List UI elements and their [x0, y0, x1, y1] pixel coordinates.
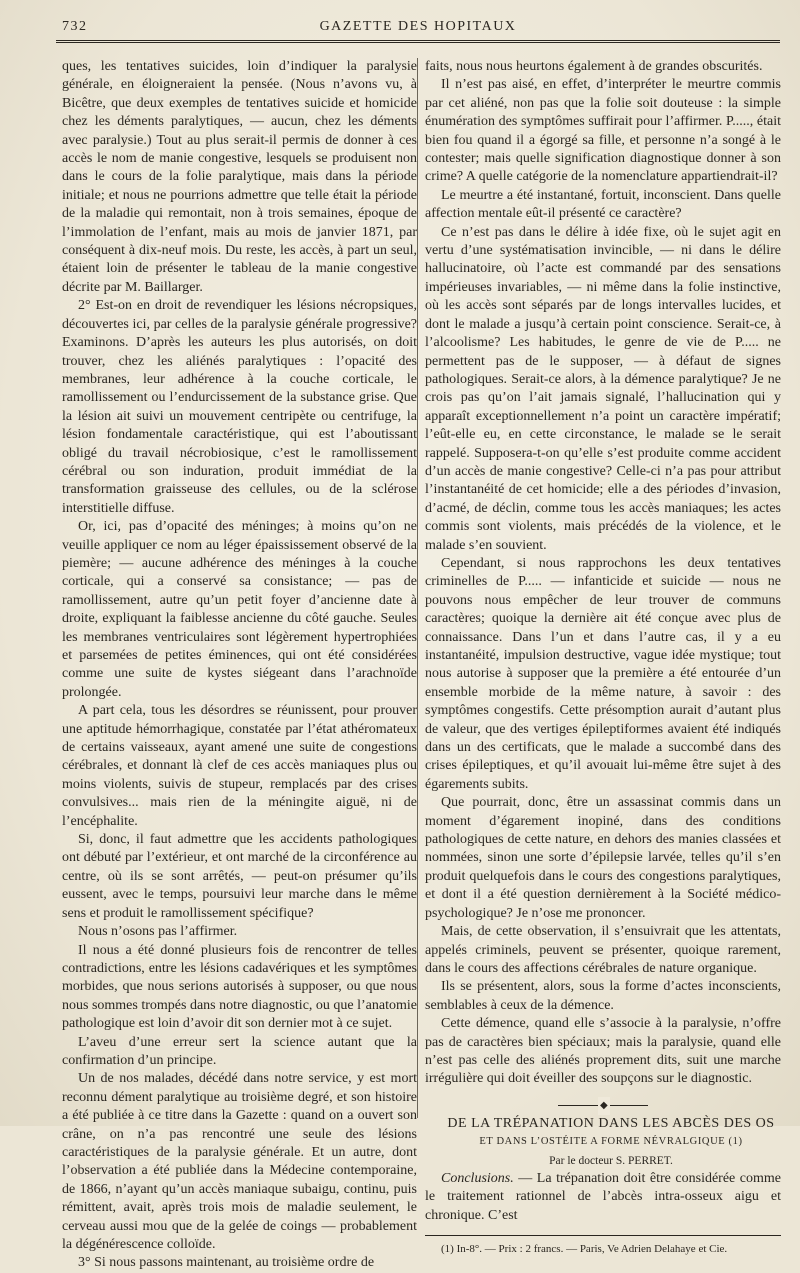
paragraph: Le meurtre a été instantané, fortuit, inconscient. Dans quelle affection mentale eût-il présenté ce caractère? — [425, 187, 781, 222]
paragraph: 2° Est-on en droit de revendiquer les lésions nécropsiques, découvertes ici, par celles de la paralysie générale progressive? Examinons. D’après les auteurs les plus autorisés, on doit trouver, chez les aliénés paralytiques : l’opacité des membranes, leur adhérence à la couche corticale, le ramollissement ou l’endurcissement de la substance grise. Que la lésion ait suivi un mouvement centripète ou centrifuge, la lésion fondamentale caractéristique, qui est l’aboutissant obligé du travail nécrobiosique, c’est le ramollissement cérébral ou son induration, produit immédiat de la transformation graisseuse des cellules, ou de la sclérose interstitielle diffuse. — [62, 298, 417, 516]
paragraph: faits, nous nous heurtons également à de grandes obscurités. — [425, 59, 763, 74]
conclusions-paragraph — [425, 1170, 781, 1225]
paragraph: Cependant, si nous rapprochons les deux tentatives criminelles de P..... — infanticide et suicide — nous ne pouvons nous empêcher de leur trouver de communs caractères; quoique la dernière ait été conçue avec plus de connaissance. Dans l’un et dans l’autre cas, il y a eu instantanéité, impulsion destructive, vague idée mystique; tout nous autorise à supposer que la première a été entourée d’un ensemble morbide de la même nature, à savoir : des symptômes congestifs. Cette présomption aurait d’autant plus de valeur, que des vertiges épileptiformes avaient été indiqués dans un des certificats, que le malade a succombé dans des crises épileptiques, et qu’il avouait lui-même être sujet à des égarements subits. — [425, 555, 781, 792]
header-rule — [56, 40, 780, 46]
column-divider — [417, 58, 418, 1118]
section-subtitle: ET DANS L’OSTÉITE A FORME NÉVRALGIQUE (1) — [479, 1136, 743, 1148]
paragraph: Cette démence, quand elle s’associe à la paralysie, n’offre pas de caractères bien spéciaux; mais la paralysie, quand elle n’est pas celle des aliénés proprement dits, suit une marche irrégulière qui doit éveiller des soupçons sur le diagnostic. — [425, 1016, 781, 1087]
paragraph: Mais, de cette observation, il s’ensuivrait que les attentats, appelés criminels, peuvent se présenter, quoique rarement, dans le cours des affections cérébrales de nature organique. — [425, 924, 781, 976]
page-header — [56, 14, 780, 40]
conclusions-text: — La trépanation doit être considérée comme le traitement rationnel de l’abcès intra-osseux aigu et chronique. C’est — [425, 1170, 781, 1223]
paragraph: Ce n’est pas dans le délire à idée fixe, où le sujet agit en vertu d’une systématisation invincible, — ni dans le délire hallucinatoire, où l’acte est commandé par des sensations impérieuses invariables, — ni même dans la folie instinctive, où les accès sont séparés par de longs intervalles lucides, et dont le malade a jusqu’à certain point conscience. Serait-ce, à l’alcoolisme? Les habitudes, le genre de vie de P..... ne permettent pas de le supposer, — à défaut de signes pathologiques. Serait-ce alors, à la démence paralytique? Je ne crois pas qu’on l’ait jamais signalé, l’hallucination qui y apparaît exceptionnellement n’a point un caractère impératif; l’eût-elle eu, en cette circonstance, le malade se le serait rappelé. Supposera-t-on qu’elle s’est produite comme accident d’un accès de manie congestive? Celle-ci n’a pas pour attribut l’instantanéité de cet homicide; elle a des périodes d’invasion, d’acmé, de déclin, comme tous les accès maniaques; les actes commis sont violents, mais précédés de la violence, et le malade s’en souvient. — [425, 224, 781, 553]
page-number: 732 — [62, 19, 88, 34]
conclusions-label: Conclusions. — [441, 1170, 514, 1186]
paragraph: L’aveu d’une erreur sert la science autant que la confirmation d’un principe. — [62, 1034, 417, 1068]
paragraph: Il nous a été donné plusieurs fois de rencontrer de telles contradictions, entre les lésions cadavériques et les symptômes morbides, que nous serions autorisés à supposer, ou que nous nous sommes trompés dans notre diagnostic, ou que l’anatomie pathologique est loin d’avoir dit son dernier mot à ce sujet. — [62, 942, 417, 1032]
paragraph: Un de nos malades, décédé dans notre service, y est mort reconnu dément paralytique au troisième degré, et son histoire a été publiée à ce titre dans la Gazette : quand on a ouvert son crâne, on n’a pas rencontré une seule des lésions caractéristiques de la paralysie générale. Et un autre, dont l’observation a été publiée dans la Médecine contemporaine, de 1866, n’ayant qu’un accès maniaque subaigu, continu, puis rémittent, avait, après trois mois de maladie seulement, le cerveau aussi mou que de la gelée de coings — probablement la dégénérescence colloïde. — [62, 1071, 417, 1252]
paragraph: Nous n’osons pas l’affirmer. — [78, 924, 238, 940]
paragraph: Or, ici, pas d’opacité des méninges; à moins qu’on ne veuille appliquer ce nom au léger épaississement observé de la piemère; — aucune adhérence des méninges à la couche corticale, qui a conservé sa consistance; — pas de ramollissement, autre qu’un petit foyer d’ancienne date à droite, expliquant la faiblesse ancienne du côté gauche. Seules les membranes ventriculaires sont légèrement hypertrophiées et parsemées de petites éminences, qui ont été considérées comme une suite de kystes siégeant dans l’arachnoïde prolongée. — [62, 519, 417, 700]
footnote-rule — [425, 1235, 781, 1236]
left-column — [62, 58, 417, 1273]
footnote: (1) In-8°. — Prix : 2 francs. — Paris, Ve Adrien Delahaye et Cie. — [441, 1243, 728, 1256]
section-title: DE LA TRÉPANATION DANS LES ABCÈS DES OS — [447, 1115, 775, 1131]
paragraph: A part cela, tous les désordres se réunissent, pour prouver une aptitude hémorrhagique, constatée par l’état athéromateux de certains vaisseaux, ayant amené une suite de congestions cérébrales, et donnant là clef de ces accès maniaques plus ou moins violents, suivis de stupeur, remplacés par des crises convulsives... mais rien de la méningite aiguë, ni de l’encéphalite. — [62, 703, 417, 829]
section-author: Par le docteur S. PERRET. — [549, 1154, 673, 1167]
paragraph: Que pourrait, donc, être un assassinat commis dans un moment d’égarement inopiné, dans des conditions pathologiques de cette nature, en dehors des manies classées et nommées, sinon une sorte d’épilepsie larvée, telles qu’il s’en produit quelquefois dans le cours des congestions paralytiques, et dont il a été question dernièrement à la Société médico-psychologique? Je n’ose me prononcer. — [425, 795, 781, 921]
running-title: GAZETTE DES HOPITAUX — [319, 19, 517, 34]
paragraph: 3° Si nous passons maintenant, au troisième ordre de — [78, 1255, 375, 1271]
paragraph: ques, les tentatives suicides, loin d’indiquer la paralysie générale, en éloigneraient la pensée. (Nous n’avons vu, à Bicêtre, que deux exemples de tentatives suicide et homicide chez les déments paralytiques, — aucun, chez les déments avec paralysie.) Tout au plus serait-il permis de donner à ces accès le nom de manie congestive, lesquels se produisent non dans le cours de la folie paralytique, mais dans la période initiale; et nous ne pourrions admettre que telle était la période de la maladie qui remontait, non à trois semaines, époque de l’immolation de l’enfant, mais au mois de janvier 1871, par conséquent à dix-neuf mois. Du reste, les accès, à part un seul, étaient loin de présenter le tableau de la manie congestive décrite par M. Baillarger. — [62, 59, 417, 295]
right-column — [425, 58, 781, 1256]
paragraph: Ils se présentent, alors, sous la forme d’actes inconscients, semblables à ceux de la démence. — [425, 979, 781, 1013]
paragraph: Il n’est pas aisé, en effet, d’interpréter le meurtre commis par cet aliéné, non pas que la folie soit douteuse : la simple énumération des symptômes suffirait pour l’affirmer. P....., était bien fou quand il a égorgé sa fille, et personne n’a songé à le contester; mais quelle signification diagnostique donner à son crime? A quelle catégorie de la nomenclature appartiendrait-il? — [425, 77, 781, 185]
section-separator — [558, 1103, 648, 1109]
paragraph: Si, donc, il faut admettre que les accidents pathologiques ont débuté par l’extérieur, et ont marché de la circonférence au centre, où ils se sont arrêtés, — peut-on présumer qu’ils eussent, avec le temps, poursuivi leur marche dans le même sens et produit le ramollissement spécifique? — [62, 832, 417, 921]
